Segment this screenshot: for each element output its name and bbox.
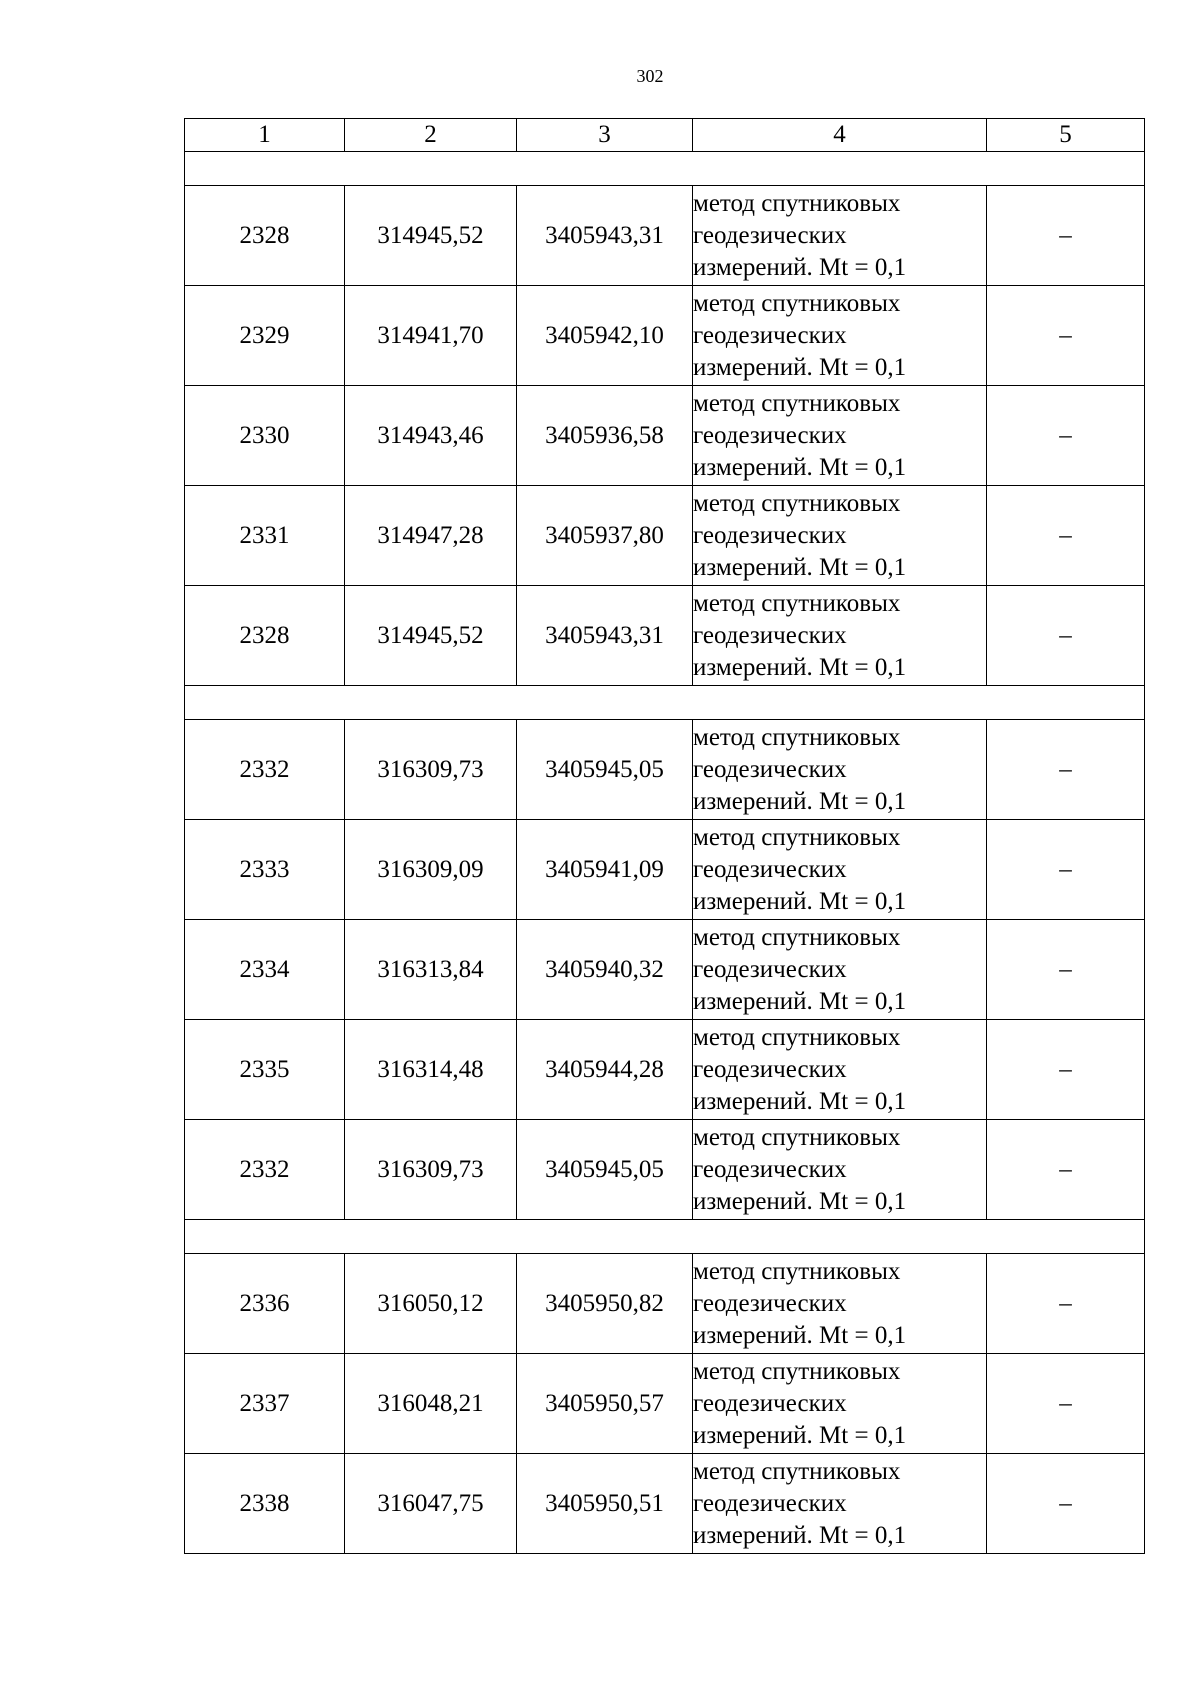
method-line: измерений. Mt = 0,1 [693,887,907,915]
note-cell: – [987,386,1145,486]
point-number-cell: 2332 [185,1120,345,1220]
method-line: измерений. Mt = 0,1 [693,653,907,681]
method-cell [693,1354,987,1454]
note-cell: – [987,1354,1145,1454]
point-number-cell: 2336 [185,1254,345,1354]
point-number-cell: 2329 [185,286,345,386]
x-coordinate-cell: 316047,75 [345,1454,517,1554]
y-coordinate-cell: 3405950,51 [517,1454,693,1554]
method-line: измерений. Mt = 0,1 [693,1187,907,1215]
point-number-cell: 2338 [185,1454,345,1554]
method-cell [693,286,987,386]
method-line: метод спутниковых [693,489,901,517]
column-header-3: 3 [517,119,693,152]
table-row [185,1354,1145,1454]
method-line: измерений. Mt = 0,1 [693,553,907,581]
method-line: геодезических [693,855,847,883]
x-coordinate-cell: 316313,84 [345,920,517,1020]
table-row [185,1120,1145,1220]
method-cell [693,186,987,286]
note-cell: – [987,1120,1145,1220]
method-line: геодезических [693,321,847,349]
method-cell [693,720,987,820]
x-coordinate-cell: 316314,48 [345,1020,517,1120]
point-number-cell: 2331 [185,486,345,586]
method-line: измерений. Mt = 0,1 [693,787,907,815]
point-number-cell: 2332 [185,720,345,820]
group-separator-cell [185,686,1145,720]
note-cell: – [987,1020,1145,1120]
method-line: метод спутниковых [693,723,901,751]
method-cell [693,386,987,486]
point-number-cell: 2328 [185,186,345,286]
y-coordinate-cell: 3405936,58 [517,386,693,486]
y-coordinate-cell: 3405944,28 [517,1020,693,1120]
method-line: метод спутниковых [693,1123,901,1151]
table-row [185,486,1145,586]
x-coordinate-cell: 314945,52 [345,586,517,686]
group-separator-row [185,1220,1145,1254]
point-number-cell: 2334 [185,920,345,1020]
method-line: метод спутниковых [693,923,901,951]
method-line: измерений. Mt = 0,1 [693,1321,907,1349]
method-line: геодезических [693,1155,847,1183]
x-coordinate-cell: 316048,21 [345,1354,517,1454]
table-row [185,1020,1145,1120]
table-header-row [185,119,1145,152]
y-coordinate-cell: 3405937,80 [517,486,693,586]
note-cell: – [987,486,1145,586]
table-row [185,586,1145,686]
x-coordinate-cell: 314943,46 [345,386,517,486]
y-coordinate-cell: 3405941,09 [517,820,693,920]
method-line: метод спутниковых [693,589,901,617]
point-number-cell: 2328 [185,586,345,686]
method-line: метод спутниковых [693,289,901,317]
coordinates-table [184,118,1145,1554]
method-line: измерений. Mt = 0,1 [693,987,907,1015]
note-cell: – [987,586,1145,686]
y-coordinate-cell: 3405950,57 [517,1354,693,1454]
y-coordinate-cell: 3405943,31 [517,586,693,686]
method-line: геодезических [693,221,847,249]
x-coordinate-cell: 316050,12 [345,1254,517,1354]
column-header-5: 5 [987,119,1145,152]
table-row [185,386,1145,486]
method-line: геодезических [693,955,847,983]
note-cell: – [987,820,1145,920]
method-line: метод спутниковых [693,1023,901,1051]
table-row [185,286,1145,386]
method-cell [693,486,987,586]
point-number-cell: 2337 [185,1354,345,1454]
note-cell: – [987,720,1145,820]
y-coordinate-cell: 3405950,82 [517,1254,693,1354]
method-line: метод спутниковых [693,189,901,217]
column-header-2: 2 [345,119,517,152]
group-separator-cell [185,152,1145,186]
y-coordinate-cell: 3405940,32 [517,920,693,1020]
method-cell [693,820,987,920]
method-line: геодезических [693,1389,847,1417]
table-row [185,186,1145,286]
table-row [185,820,1145,920]
note-cell: – [987,1454,1145,1554]
method-cell [693,920,987,1020]
method-line: измерений. Mt = 0,1 [693,1421,907,1449]
method-line: измерений. Mt = 0,1 [693,453,907,481]
method-line: измерений. Mt = 0,1 [693,253,907,281]
y-coordinate-cell: 3405945,05 [517,1120,693,1220]
note-cell: – [987,1254,1145,1354]
coordinates-table-body [185,119,1145,1554]
method-cell [693,1254,987,1354]
method-line: геодезических [693,755,847,783]
method-line: измерений. Mt = 0,1 [693,353,907,381]
note-cell: – [987,920,1145,1020]
method-line: геодезических [693,1055,847,1083]
method-cell [693,586,987,686]
method-line: метод спутниковых [693,389,901,417]
x-coordinate-cell: 314945,52 [345,186,517,286]
x-coordinate-cell: 314947,28 [345,486,517,586]
group-separator-cell [185,1220,1145,1254]
y-coordinate-cell: 3405943,31 [517,186,693,286]
method-line: измерений. Mt = 0,1 [693,1087,907,1115]
y-coordinate-cell: 3405945,05 [517,720,693,820]
point-number-cell: 2335 [185,1020,345,1120]
table-row [185,1254,1145,1354]
x-coordinate-cell: 314941,70 [345,286,517,386]
group-separator-row [185,686,1145,720]
group-separator-row [185,152,1145,186]
table-row [185,720,1145,820]
table-row [185,1454,1145,1554]
note-cell: – [987,286,1145,386]
column-header-1: 1 [185,119,345,152]
method-line: метод спутниковых [693,1357,901,1385]
method-line: метод спутниковых [693,1257,901,1285]
x-coordinate-cell: 316309,73 [345,720,517,820]
method-line: геодезических [693,521,847,549]
method-cell [693,1020,987,1120]
method-line: измерений. Mt = 0,1 [693,1521,907,1549]
page-number: 302 [636,66,664,86]
point-number-cell: 2333 [185,820,345,920]
method-line: геодезических [693,1289,847,1317]
method-line: геодезических [693,621,847,649]
x-coordinate-cell: 316309,73 [345,1120,517,1220]
y-coordinate-cell: 3405942,10 [517,286,693,386]
note-cell: – [987,186,1145,286]
x-coordinate-cell: 316309,09 [345,820,517,920]
method-line: метод спутниковых [693,1457,901,1485]
table-row [185,920,1145,1020]
method-line: геодезических [693,1489,847,1517]
method-cell [693,1454,987,1554]
method-cell [693,1120,987,1220]
column-header-4: 4 [693,119,987,152]
point-number-cell: 2330 [185,386,345,486]
method-line: метод спутниковых [693,823,901,851]
method-line: геодезических [693,421,847,449]
